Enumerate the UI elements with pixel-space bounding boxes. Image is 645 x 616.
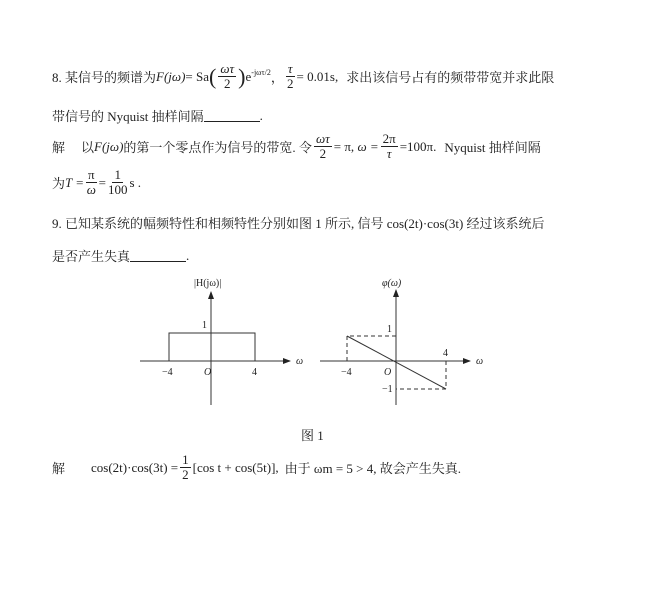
phase-label: φ(ω) <box>382 278 402 289</box>
svg-text:−1: −1 <box>382 384 393 395</box>
answer-8-line-1: 解 以 F(jω) 的第一个零点作为信号的带宽. 令 $\frac{\omega\tau}{2}$ = π, ω = $\frac{2\pi}{\tau}$ =100π. Nyquist 抽样间隔 <box>52 131 541 161</box>
svg-text:1: 1 <box>202 320 207 331</box>
svg-text:−4: −4 <box>162 367 173 378</box>
a8-fraction-3: $\frac{\pi}{\omega}$ <box>86 167 96 197</box>
svg-text:−4: −4 <box>341 367 352 378</box>
question-9-line-1: 9. 已知某系统的幅频特性和相频特性分别如图 1 所示, 信号 cos(2t)·cos(3t) 经过该系统后 <box>52 216 545 231</box>
question-8-line-2: 带信号的 Nyquist 抽样间隔 . <box>52 107 263 124</box>
magnitude-rect <box>169 333 255 361</box>
answer-8-line-2: 为 T = $\frac{\pi}{\omega}$ = $\frac{1}{100}$ s . <box>52 167 142 197</box>
q8-exp-sup: -jωτ/2 <box>251 68 271 77</box>
a9-half-fraction: $\frac{1}{2}$ <box>182 452 189 482</box>
q8-exp: e <box>245 68 252 84</box>
answer-9: 解 cos(2t)·cos(3t) = $\frac{1}{2}$ [cos t + cos(5t)], 由于 ωm = 5 > 4, 故会产生失真. <box>52 452 461 482</box>
q8-line2: 带信号的 Nyquist 抽样间隔 <box>52 109 204 124</box>
q8-arg-fraction: ωτ 2 <box>220 61 235 91</box>
a8-fraction-1: $\frac{\omega\tau}{2}$ <box>315 131 330 161</box>
magnitude-label: |H(jω)| <box>194 278 222 289</box>
q8-tau-fraction: $\frac{\tau}{2}$ <box>286 61 294 91</box>
question-9-line-2: 是否产生失真 . <box>52 247 190 264</box>
q8-rest: 求出该信号占有的频带带宽并求此限 <box>346 70 555 85</box>
svg-text:O: O <box>204 367 212 378</box>
a8-fraction-2: $\frac{2\pi}{\tau}$ <box>382 131 396 161</box>
question-8-line-1: 8. 某信号的频谱为 F(jω) = Sa ( ωτ 2 ) e $^{-j\omega\tau/2}$ ， $\frac{\tau}{2}$ = 0.01s, 求出该信号占有的频带带宽并求此限 <box>52 61 555 91</box>
svg-text:4: 4 <box>252 367 257 378</box>
q8-tau-val: = 0.01s, <box>296 68 339 84</box>
svg-text:ω: ω <box>476 356 484 367</box>
q8-eq: = Sa <box>185 68 209 84</box>
svg-text:4: 4 <box>443 348 448 359</box>
magnitude-plot <box>140 292 290 405</box>
svg-text:1: 1 <box>387 324 392 335</box>
q8-prefix: 8. 某信号的频谱为 <box>52 70 157 85</box>
answer-label: 解 <box>52 140 66 155</box>
svg-text:ω: ω <box>296 356 304 367</box>
a8-fraction-4: $\frac{1}{100}$ <box>107 167 128 197</box>
q8-F: F(jω) <box>156 68 186 84</box>
figure-caption: 图 1 <box>301 428 324 443</box>
svg-text:O: O <box>384 367 392 378</box>
